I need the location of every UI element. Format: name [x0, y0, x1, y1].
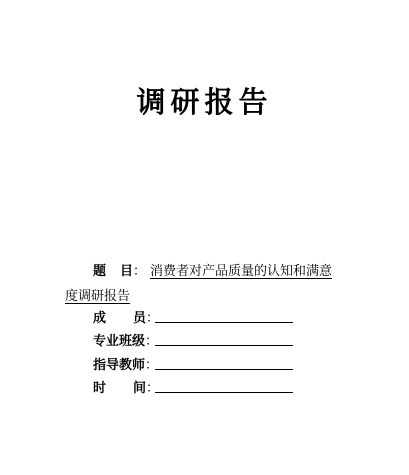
members-label-char-2: 员 [133, 311, 147, 326]
advisor-input-line [155, 369, 293, 370]
major-class-colon: ： [145, 334, 159, 349]
members-colon: ： [146, 311, 160, 326]
advisor-label-text: 指导教师 [93, 358, 146, 373]
topic-label [93, 264, 146, 280]
time-input-line [155, 392, 293, 393]
members-input-line [155, 322, 293, 323]
topic-label-char-1: 题 [93, 264, 107, 279]
time-colon: ： [146, 381, 160, 396]
advisor-label [93, 358, 158, 374]
members-label [93, 311, 159, 327]
major-class-label [93, 334, 158, 350]
time-label [93, 381, 159, 397]
time-label-char-1: 时 [93, 381, 107, 396]
topic-colon: ： [133, 264, 147, 279]
members-label-char-1: 成 [93, 311, 107, 326]
major-class-input-line [155, 345, 293, 346]
major-class-label-text: 专业班级 [93, 334, 146, 349]
topic-label-char-2: 目 [120, 264, 134, 279]
topic-value-line1: 消费者对产品质量的认知和满意 [150, 264, 333, 279]
report-title: 调研报告 [136, 85, 273, 119]
topic-value-line2: 度调研报告 [65, 289, 131, 304]
advisor-colon: ： [145, 358, 159, 373]
time-label-char-2: 间 [133, 381, 147, 396]
